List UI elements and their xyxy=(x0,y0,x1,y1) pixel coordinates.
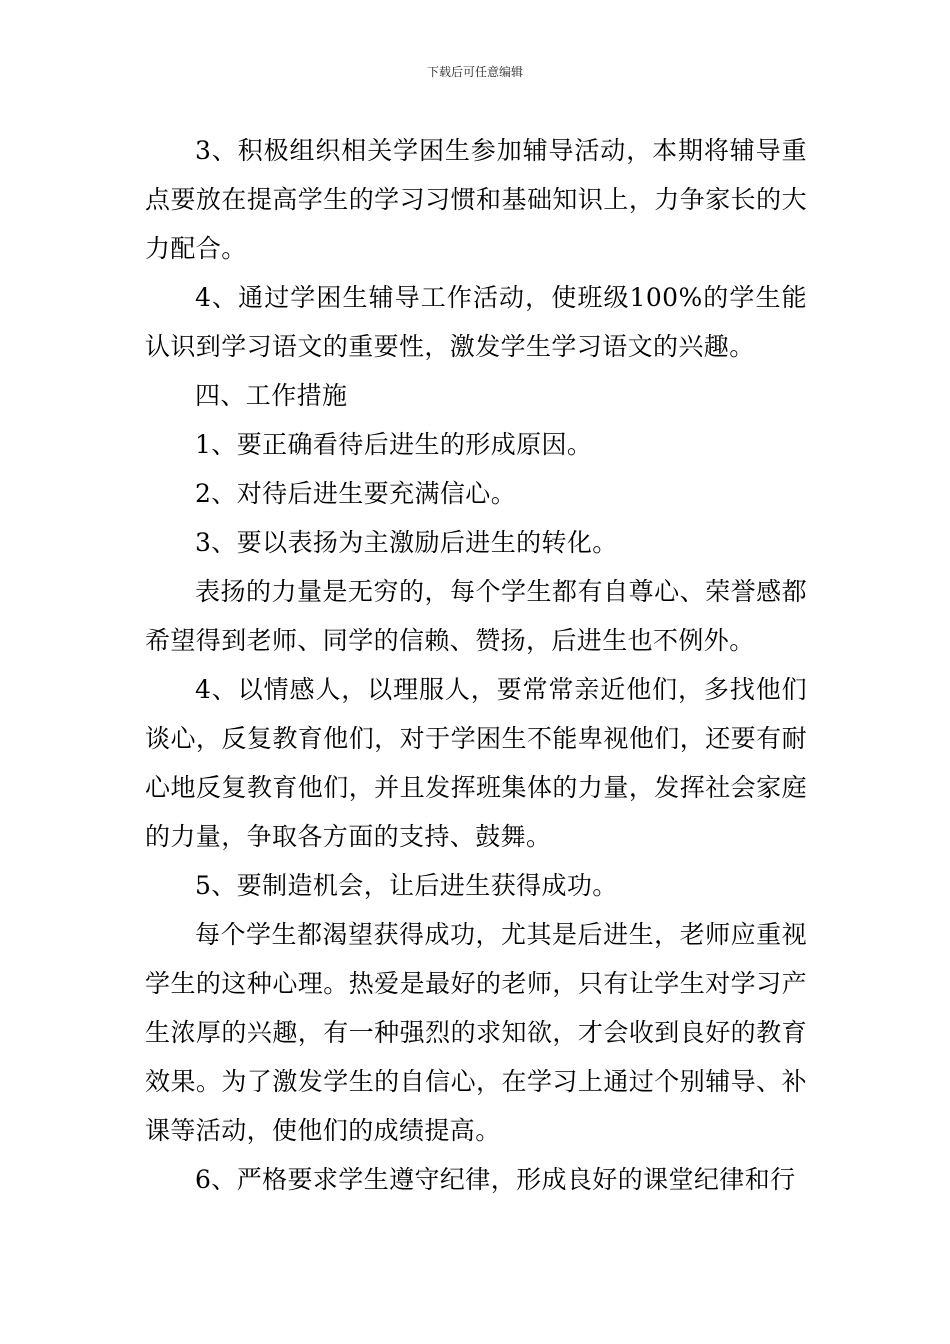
paragraph-goal-4: 4、通过学困生辅导工作活动，使班级100%的学生能认识到学习语文的重要性，激发学生学习语文的兴趣。 xyxy=(145,283,807,361)
paragraph-success: 每个学生都渴望获得成功，尤其是后进生，老师应重视学生的这种心理。热爱是最好的老师，只有让学生对学习产生浓厚的兴趣，有一种强烈的求知欲，才会收到良好的教育效果。为了激发学生的自信心，在学习上通过个别辅导、补课等活动，使他们的成绩提高。 xyxy=(145,920,807,1145)
paragraph-measure-1: 1、要正确看待后进生的形成原因。 xyxy=(195,430,593,459)
page-header: 下载后可任意编辑 xyxy=(426,65,523,79)
paragraph-goal-3: 3、积极组织相关学困生参加辅导活动，本期将辅导重点要放在提高学生的学习习惯和基础知识上，力争家长的大力配合。 xyxy=(145,136,807,263)
document-body xyxy=(145,126,807,1204)
paragraph-praise: 表扬的力量是无穷的，每个学生都有自尊心、荣誉感都希望得到老师、同学的信赖、赞扬，后进生也不例外。 xyxy=(145,577,807,655)
paragraph-measure-5: 5、要制造机会，让后进生获得成功。 xyxy=(195,871,618,900)
paragraph-measure-2: 2、对待后进生要充满信心。 xyxy=(195,479,517,508)
paragraph-measure-4: 4、以情感人，以理服人，要常常亲近他们，多找他们谈心，反复教育他们，对于学困生不能卑视他们，还要有耐心地反复教育他们，并且发挥班集体的力量，发挥社会家庭的力量，争取各方面的支持、鼓舞。 xyxy=(145,675,807,851)
paragraph-measure-6: 6、严格要求学生遵守纪律，形成良好的课堂纪律和行 xyxy=(195,1165,796,1194)
paragraph-measure-3: 3、要以表扬为主激励后进生的转化。 xyxy=(195,528,618,557)
section-heading-measures: 四、工作措施 xyxy=(195,381,348,410)
